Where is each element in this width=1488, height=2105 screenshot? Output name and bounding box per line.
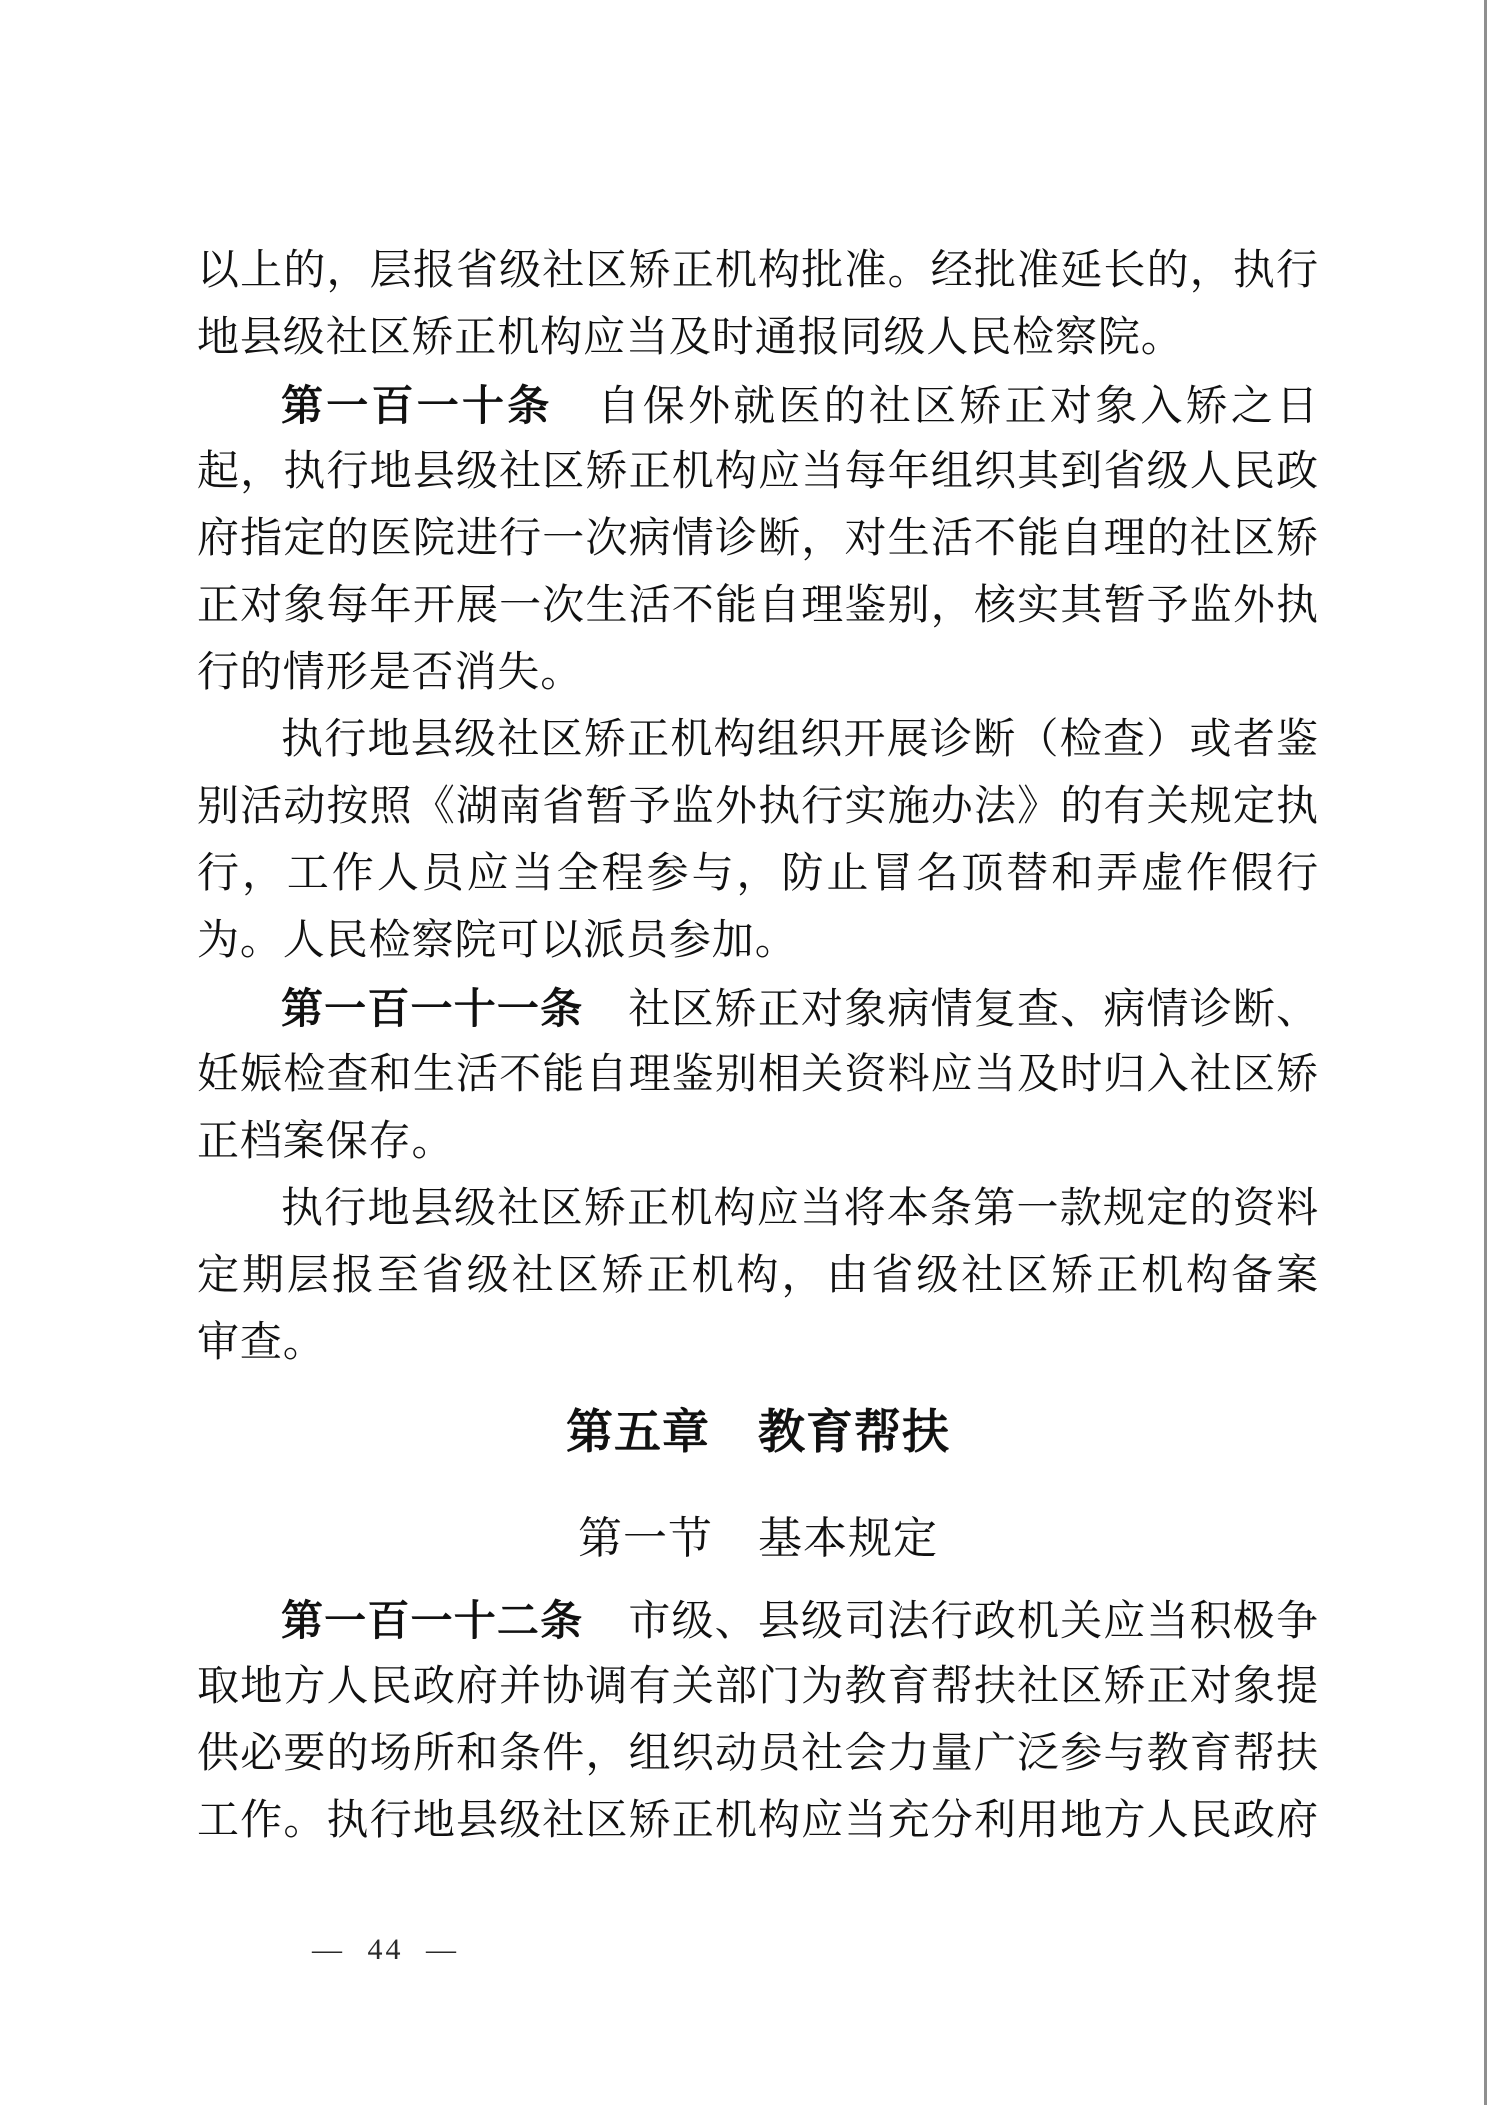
line-text: 起，执行地县级社区矫正机构应当每年组织其到省级人民政 — [197, 449, 1319, 495]
line-text: 自保外就医的社区矫正对象入矫之日 — [597, 384, 1320, 430]
text-line — [197, 372, 1319, 439]
line-text: 取地方人民政府并协调有关部门为教育帮扶社区矫正对象提 — [197, 1664, 1319, 1710]
text-line — [197, 1243, 1319, 1310]
text-line — [197, 640, 1319, 707]
page-edge-shadow-line — [1484, 0, 1487, 2105]
article-number-label: 第一百一十二条 — [281, 1597, 584, 1644]
text-line — [197, 439, 1319, 506]
text-line — [197, 1310, 1319, 1377]
article-number-label: 第一百一十条 — [281, 382, 553, 429]
text-line — [197, 1788, 1319, 1855]
text-line — [197, 573, 1319, 640]
line-text: 为。人民检察院可以派员参加。 — [197, 918, 798, 964]
line-text: 地县级社区矫正机构应当及时通报同级人民检察院。 — [197, 315, 1184, 361]
text-line — [197, 1654, 1319, 1721]
text-line — [197, 1587, 1319, 1654]
text-line — [197, 305, 1319, 372]
line-text: 别活动按照《湖南省暂予监外执行实施办法》的有关规定执 — [197, 784, 1319, 830]
document-body — [197, 238, 1319, 1855]
text-line — [197, 1109, 1319, 1176]
line-text: 供必要的场所和条件，组织动员社会力量广泛参与教育帮扶 — [197, 1731, 1319, 1777]
article-number-label: 第一百一十一条 — [281, 985, 584, 1032]
line-text: 行，工作人员应当全程参与，防止冒名顶替和弄虚作假行 — [197, 851, 1319, 897]
line-text: 府指定的医院进行一次病情诊断，对生活不能自理的社区矫 — [197, 516, 1319, 562]
line-text: 审查。 — [197, 1320, 326, 1366]
line-text: 以上的，层报省级社区矫正机构批准。经批准延长的，执行 — [197, 248, 1319, 294]
line-text: 妊娠检查和生活不能自理鉴别相关资料应当及时归入社区矫 — [197, 1052, 1319, 1098]
text-line — [197, 707, 1319, 774]
line-text: 第五章 教育帮扶 — [566, 1407, 950, 1459]
line-text: 正档案保存。 — [197, 1119, 455, 1165]
line-text: 执行地县级社区矫正机构组织开展诊断（检查）或者鉴 — [281, 717, 1319, 763]
text-line — [197, 774, 1319, 841]
line-text: 工作。执行地县级社区矫正机构应当充分利用地方人民政府 — [197, 1798, 1319, 1844]
chapter-heading — [197, 1400, 1319, 1467]
text-line — [197, 841, 1319, 908]
text-line — [197, 1176, 1319, 1243]
text-line — [197, 238, 1319, 305]
text-line — [197, 1721, 1319, 1788]
page-footer — [222, 1875, 459, 1966]
line-text: 正对象每年开展一次生活不能自理鉴别，核实其暂予监外执 — [197, 583, 1319, 629]
line-text: 第一节 基本规定 — [578, 1514, 938, 1563]
page-number: — 44 — — [312, 1933, 459, 1966]
line-text: 社区矫正对象病情复查、病情诊断、 — [628, 987, 1319, 1033]
text-line — [197, 506, 1319, 573]
line-text: 执行地县级社区矫正机构应当将本条第一款规定的资料 — [281, 1186, 1319, 1232]
section-heading — [197, 1505, 1319, 1572]
line-text: 定期层报至省级社区矫正机构，由省级社区矫正机构备案 — [197, 1253, 1319, 1299]
text-line — [197, 975, 1319, 1042]
text-line — [197, 1042, 1319, 1109]
line-text: 市级、县级司法行政机关应当积极争 — [628, 1599, 1319, 1645]
text-line — [197, 908, 1319, 975]
line-text: 行的情形是否消失。 — [197, 650, 584, 696]
